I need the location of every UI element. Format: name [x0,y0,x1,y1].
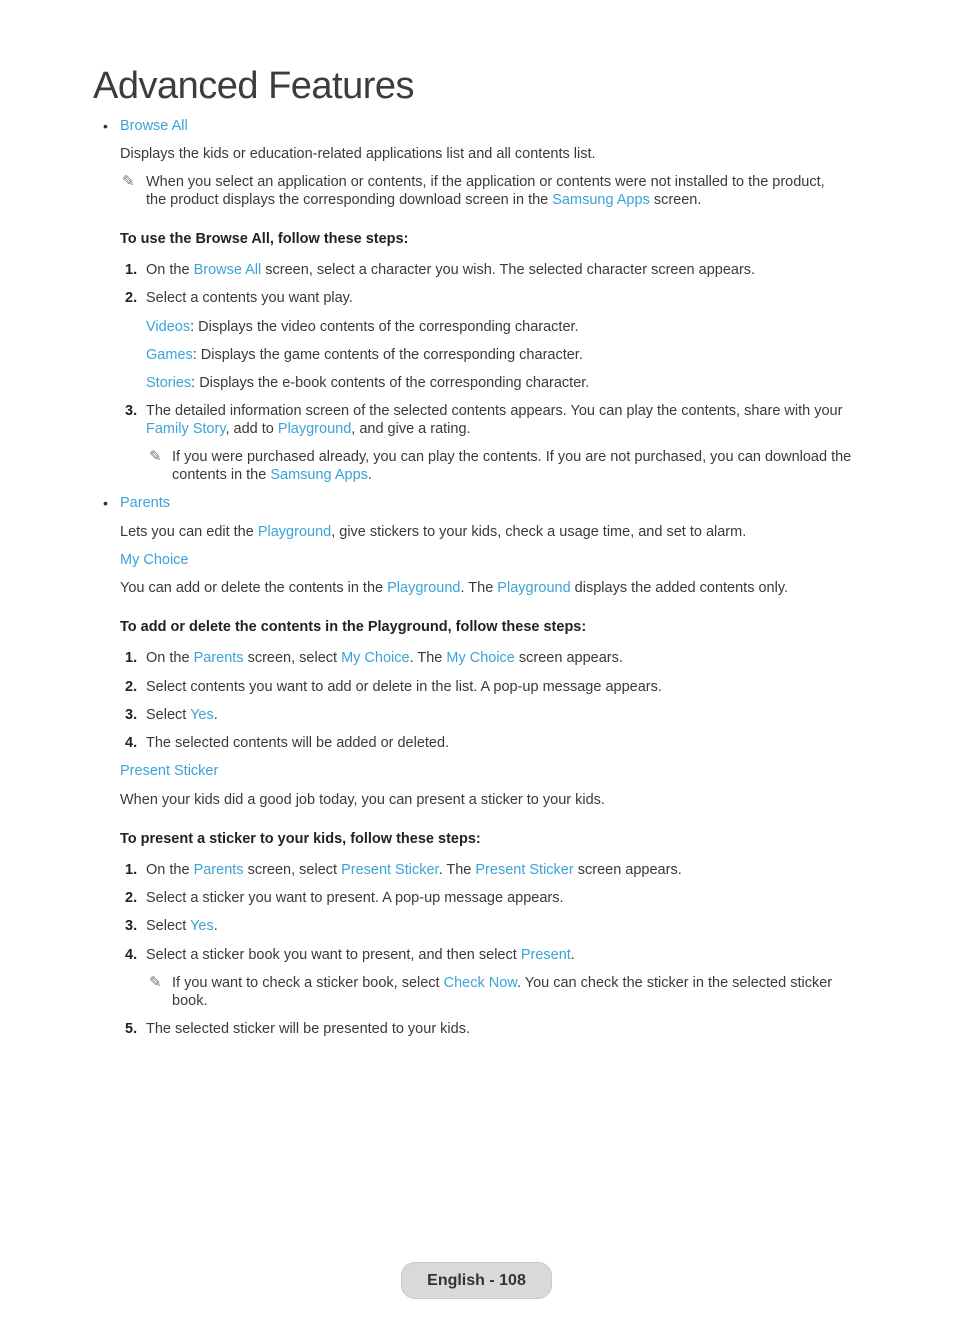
step-number: 4. [125,947,138,963]
step-number: 2. [125,890,138,906]
steps-title: To use the Browse All, follow these steps: [120,231,409,247]
step-text: Family Story, add to Playground, and give a rating. [146,421,471,437]
parents-description: Lets you can edit the Playground, give stickers to your kids, check a usage time, and set to alarm. [120,524,747,540]
option-games: Games: Displays the game contents of the corresponding character. [146,347,583,363]
section-heading-parents: Parents [120,495,170,511]
step-number: 3. [125,707,138,723]
note-line: contents in the Samsung Apps. [172,467,372,483]
note-line: book. [172,993,208,1009]
step-number: 1. [125,650,138,666]
note-line: the product displays the corresponding download screen in the Samsung Apps screen. [146,192,702,208]
step-number: 1. [125,262,138,278]
step-text: Select a sticker you want to present. A pop-up message appears. [146,890,564,906]
step-text: Select contents you want to add or delete in the list. A pop-up message appears. [146,679,662,695]
note-line: If you were purchased already, you can play the contents. If you are not purchased, you can download the [172,449,852,465]
page-number-badge: English - 108 [401,1262,552,1299]
my-choice-description: You can add or delete the contents in the Playground. The Playground displays the added contents only. [120,580,789,596]
step-text: The detailed information screen of the selected contents appears. You can play the contents, share with your [146,403,843,419]
bullet-icon: • [103,118,108,134]
browse-all-description: Displays the kids or education-related applications list and all contents list. [120,146,596,162]
present-sticker-description: When your kids did a good job today, you can present a sticker to your kids. [120,792,605,808]
step-number: 1. [125,862,138,878]
subheading-present-sticker: Present Sticker [120,763,219,779]
note-pencil-icon: ✎ [122,173,135,190]
page-title: Advanced Features [93,65,415,107]
step-number: 5. [125,1021,138,1037]
step-text: The selected contents will be added or deleted. [146,735,450,751]
note-line: If you want to check a sticker book, select Check Now. You can check the sticker in the selected sticker [172,975,833,991]
step-text: The selected sticker will be presented to your kids. [146,1021,470,1037]
note-pencil-icon: ✎ [149,448,162,465]
step-text: On the Parents screen, select My Choice. The My Choice screen appears. [146,650,623,666]
subheading-my-choice: My Choice [120,552,189,568]
step-number: 3. [125,403,138,419]
link-samsung-apps: Samsung Apps [552,192,650,208]
step-number: 2. [125,290,138,306]
step-text: On the Browse All screen, select a character you wish. The selected character screen appears. [146,262,756,278]
note-pencil-icon: ✎ [149,974,162,991]
step-text: Select a contents you want play. [146,290,353,306]
section-heading-browse-all: Browse All [120,118,188,134]
step-text: Select Yes. [146,918,218,934]
option-stories: Stories: Displays the e-book contents of the corresponding character. [146,375,590,391]
step-text: On the Parents screen, select Present Sticker. The Present Sticker screen appears. [146,862,682,878]
option-videos: Videos: Displays the video contents of the corresponding character. [146,319,579,335]
step-text: Select Yes. [146,707,218,723]
step-number: 4. [125,735,138,751]
bullet-icon: • [103,495,108,511]
steps-title: To add or delete the contents in the Playground, follow these steps: [120,619,587,635]
step-text: Select a sticker book you want to present, and then select Present. [146,947,575,963]
note-line: When you select an application or contents, if the application or contents were not installed to the product, [146,174,825,190]
step-number: 2. [125,679,138,695]
step-number: 3. [125,918,138,934]
steps-title: To present a sticker to your kids, follow these steps: [120,831,481,847]
